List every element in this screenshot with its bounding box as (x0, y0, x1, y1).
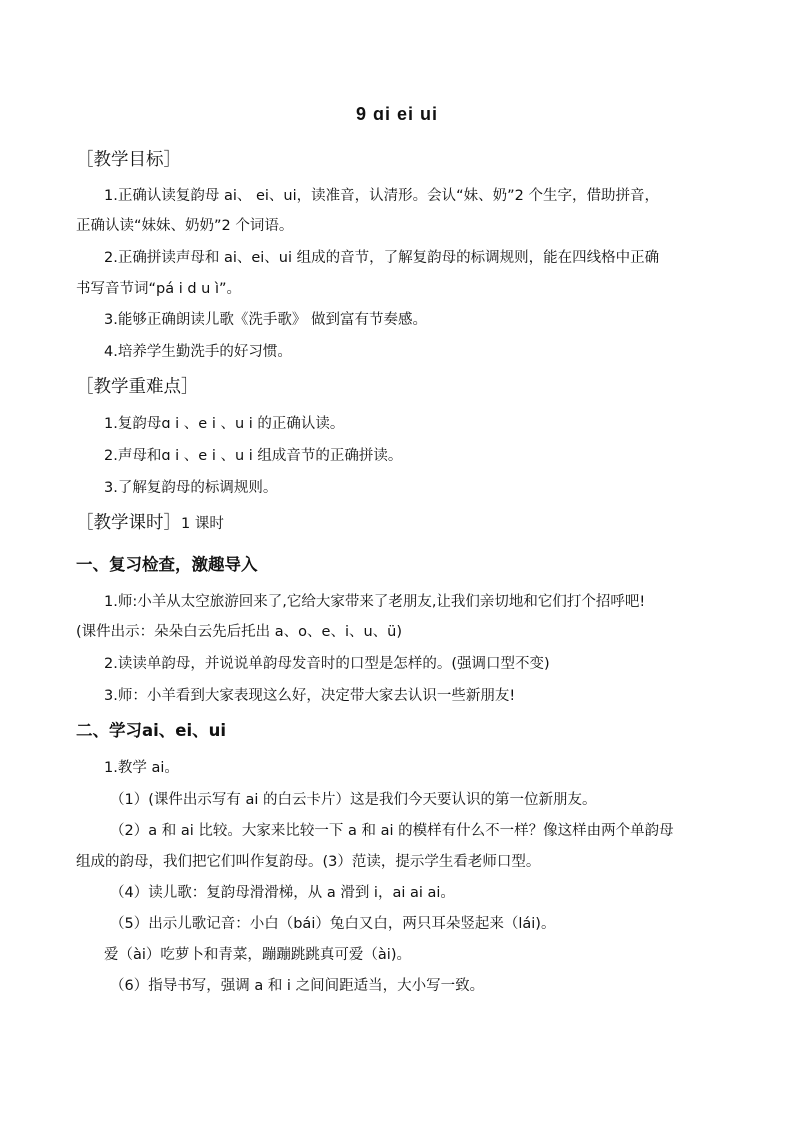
objective-2-line-1: 2.正确拼读声母和 ai、ei、ui 组成的音节，了解复韵母的标调规则，能在四线格中正确 (104, 250, 660, 266)
objective-1-line-2: 正确认读“妹妹、奶奶”2 个词语。 (76, 218, 294, 234)
part-1-item-2: 2.读读单韵母，并说说单韵母发音时的口型是怎样的。(强调口型不变) (104, 656, 550, 672)
objective-3: 3.能够正确朗读儿歌《洗手歌》 做到富有节奏感。 (104, 312, 427, 328)
key-point-2: 2.声母和ɑ i 、e i 、u i 组成音节的正确拼读。 (104, 448, 403, 464)
part-2-heading: 二、学习ai、ei、ui (76, 721, 227, 740)
key-point-1: 1.复韵母ɑ i 、e i 、u i 的正确认读。 (104, 416, 345, 432)
objective-2-line-2: 书写音节词“pá i d u ì”。 (76, 281, 242, 297)
part-2-step-4: （4）读儿歌：复韵母滑滑梯，从 a 滑到 i，ai ai ai。 (110, 885, 455, 901)
part-2-step-5: （5）出示儿歌记音：小白（bái）兔白又白，两只耳朵竖起来（lái)。 (110, 916, 556, 932)
class-hours-value: 1 课时 (181, 516, 224, 532)
part-2-step-6: （6）指导书写，强调 a 和 i 之间间距适当，大小写一致。 (110, 978, 485, 994)
part-2-step-2-line-1: （2）a 和 ai 比较。大家来比较一下 a 和 ai 的模样有什么不一样？像这样由两个单韵母 (110, 823, 674, 839)
key-point-3: 3.了解复韵母的标调规则。 (104, 480, 278, 496)
objective-4: 4.培养学生勤洗手的好习惯。 (104, 344, 292, 360)
part-1-item-3: 3.师：小羊看到大家表现这么好，决定带大家去认识一些新朋友! (104, 688, 516, 704)
part-1-item-1-line-2: (课件出示：朵朵白云先后托出 a、o、e、i、u、ü) (76, 624, 403, 640)
lesson-title: 9 ɑi ei ui (355, 104, 439, 124)
section-heading-objectives: ［教学目标］ (76, 150, 181, 170)
section-heading-key-points: ［教学重难点］ (76, 377, 199, 397)
part-2-item-1: 1.教学 ai。 (104, 760, 179, 776)
objective-1-line-1: 1.正确认读复韵母 ai、 ei、ui，读准音，认清形。会认“妹、奶”2 个生字，借助拼音， (104, 188, 659, 204)
part-2-step-1: （1）(课件出示写有 ai 的白云卡片）这是我们今天要认识的第一位新朋友。 (110, 792, 597, 808)
part-2-step-5-continued: 爱（ài）吃萝卜和青菜，蹦蹦跳跳真可爱（ài)。 (104, 947, 411, 963)
part-1-item-1-line-1: 1.师:小羊从太空旅游回来了,它给大家带来了老朋友,让我们亲切地和它们打个招呼吧! (104, 594, 646, 610)
class-hours-label: ［教学课时］ (76, 513, 181, 533)
section-heading-class-hours (76, 511, 224, 536)
part-2-step-2-line-2: 组成的韵母，我们把它们叫作复韵母。(3）范读，提示学生看老师口型。 (76, 854, 541, 870)
part-1-heading: 一、复习检查，激趣导入 (76, 555, 258, 574)
